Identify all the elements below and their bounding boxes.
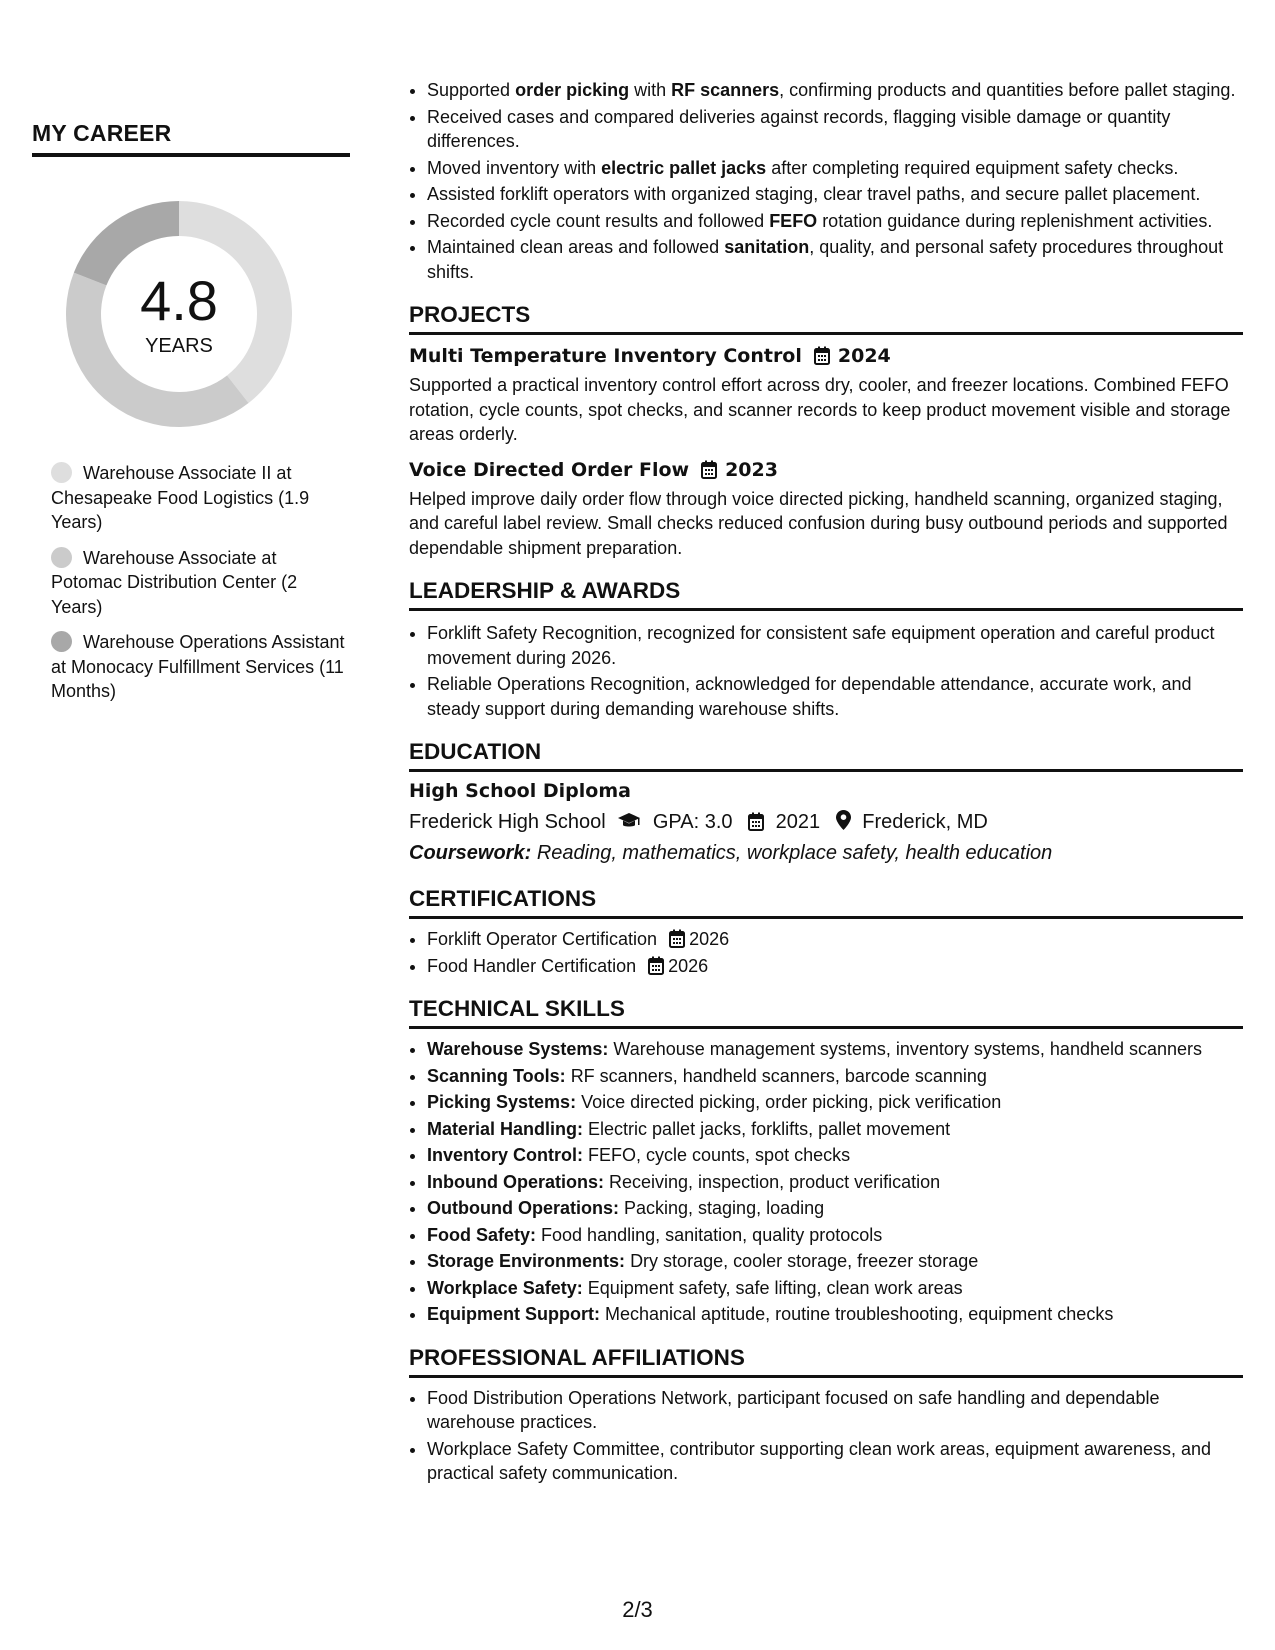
- leadership-item: • Reliable Operations Recognition, acknowledged for dependable attendance, accurate work, and steady support during demanding warehouse shifts.: [427, 672, 1243, 721]
- skill-value: Electric pallet jacks, forklifts, pallet movement: [588, 1118, 951, 1139]
- bullet-text: , quality, and personal safety procedures throughout shifts.: [427, 237, 1224, 282]
- calendar-icon: [669, 929, 685, 949]
- experience-bullet: [427, 78, 1243, 103]
- skill-label: Outbound Operations:: [427, 1198, 619, 1218]
- project-title-row: [409, 457, 1243, 483]
- experience-bullet: [427, 156, 1243, 181]
- certifications-list: [409, 927, 1243, 978]
- skill-label: Inbound Operations:: [427, 1171, 604, 1192]
- project-description: Helped improve daily order flow through voice directed picking, handheld scanning, organized staging, and careful label review. Small checks reduced confusion during busy outbound periods and supported dependable shipment preparation.: [409, 488, 1228, 558]
- skill-label: Scanning Tools:: [427, 1065, 566, 1086]
- education-coursework: [409, 838, 1243, 868]
- experience-bullet: [427, 105, 1243, 154]
- skill-label: Material Handling:: [427, 1118, 584, 1139]
- project-title: Voice Directed Order Flow: [409, 458, 690, 481]
- career-legend-item: [51, 630, 350, 704]
- experience-bullet: [427, 182, 1243, 207]
- projects-list: [409, 343, 1243, 560]
- skill-item: [427, 1276, 1243, 1301]
- skill-item: [427, 1196, 1243, 1221]
- certification-item: [427, 954, 1243, 979]
- bullet-text: Moved inventory with: [427, 157, 602, 178]
- page-number: 2/3: [622, 1597, 653, 1622]
- skill-value: Voice directed picking, order picking, pick verification: [581, 1092, 1002, 1112]
- legend-dot: [51, 462, 72, 483]
- graduation-cap-icon: [617, 811, 647, 833]
- project-title-row: [409, 343, 1243, 369]
- legend-label: Warehouse Associate at Potomac Distribution Center (2 Years): [51, 547, 298, 617]
- bullet-text: Supported: [427, 80, 516, 100]
- project-description: Supported a practical inventory control effort across dry, cooler, and freezer locations. Combined FEFO rotation, cycle counts, spot checks, and scanner records to keep product movement visible and storage areas orderly.: [409, 375, 1231, 444]
- skill-label: Food Safety:: [427, 1224, 537, 1245]
- skill-label: Workplace Safety:: [427, 1277, 583, 1298]
- project-year: 2023: [725, 458, 778, 481]
- skill-value: RF scanners, handheld scanners, barcode scanning: [570, 1065, 987, 1086]
- skill-label: Equipment Support:: [427, 1304, 600, 1324]
- affiliation-item: • Food Distribution Operations Network, participant focused on safe handling and dependable warehouse practices.: [427, 1386, 1243, 1435]
- calendar-icon: [701, 459, 717, 481]
- bold-keyword: sanitation: [724, 237, 810, 257]
- skill-value: Warehouse management systems, inventory systems, handheld scanners: [613, 1039, 1203, 1059]
- bullet-text: after completing required equipment safety checks.: [766, 157, 1179, 178]
- education-gpa: GPA: 3.0: [652, 811, 733, 833]
- bullet-text: rotation guidance during replenishment activities.: [817, 210, 1213, 231]
- bullet-text: Recorded cycle count results and followed: [427, 210, 770, 231]
- skill-label: Inventory Control:: [427, 1145, 583, 1165]
- career-total-value: 4.8: [140, 269, 218, 332]
- project-title: Multi Temperature Inventory Control: [409, 345, 802, 367]
- project-year: 2024: [837, 345, 891, 367]
- leadership-item: • Forklift Safety Recognition, recognized for consistent safe equipment operation and careful product movement during 2026.: [427, 621, 1243, 670]
- legend-dot: [51, 631, 72, 652]
- affiliation-item: • Workplace Safety Committee, contributor supporting clean work areas, equipment awareness, and practical safety communication.: [427, 1437, 1243, 1486]
- certification-year: 2026: [689, 929, 730, 949]
- career-legend-item: [51, 546, 350, 620]
- career-donut-chart: [66, 201, 292, 427]
- skill-value: Receiving, inspection, product verification: [609, 1171, 941, 1192]
- skill-item: [427, 1223, 1243, 1248]
- certification-item: [427, 927, 1243, 952]
- skill-value: Packing, staging, loading: [624, 1198, 825, 1218]
- experience-bullet: [427, 209, 1243, 234]
- skill-item: [427, 1117, 1243, 1142]
- education-school: Frederick High School: [409, 811, 606, 833]
- education-meta: [409, 808, 1243, 836]
- skill-item: [427, 1064, 1243, 1089]
- bullet-text: Received cases and compared deliveries against records, flagging visible damage or quantity differences.: [427, 106, 1171, 151]
- bullet-text: with: [629, 80, 672, 100]
- legend-dot: [51, 547, 72, 568]
- calendar-icon: [748, 811, 764, 833]
- leadership-list: [409, 621, 1243, 721]
- coursework-label: Coursework:: [409, 842, 532, 864]
- certification-name: Food Handler Certification: [427, 955, 637, 976]
- skill-value: Equipment safety, safe lifting, clean work areas: [587, 1277, 963, 1298]
- skill-value: FEFO, cycle counts, spot checks: [588, 1145, 851, 1165]
- leadership-heading: LEADERSHIP & AWARDS: [409, 578, 1243, 611]
- education-degree: High School Diploma: [409, 780, 631, 802]
- skill-item: [427, 1143, 1243, 1168]
- education-location: Frederick, MD: [862, 811, 988, 833]
- bold-keyword: order picking: [515, 80, 630, 100]
- career-legend-item: [51, 461, 350, 535]
- skill-item: [427, 1037, 1243, 1062]
- experience-bullet: [427, 235, 1243, 284]
- skill-value: Dry storage, cooler storage, freezer storage: [630, 1251, 979, 1271]
- calendar-icon: [814, 345, 830, 367]
- affiliations-heading: PROFESSIONAL AFFILIATIONS: [409, 1345, 1243, 1378]
- skill-label: Picking Systems:: [427, 1092, 577, 1112]
- bullet-text: Maintained clean areas and followed: [427, 237, 725, 257]
- skill-label: Warehouse Systems:: [427, 1039, 609, 1059]
- career-total-unit: YEARS: [145, 335, 213, 357]
- certification-name: Forklift Operator Certification: [427, 929, 658, 949]
- calendar-icon: [648, 956, 664, 976]
- bold-keyword: electric pallet jacks: [601, 157, 767, 178]
- map-pin-icon: [836, 811, 851, 833]
- affiliations-list: [409, 1386, 1243, 1486]
- main-content: [409, 78, 1243, 1488]
- skill-item: [427, 1170, 1243, 1195]
- skill-item: [427, 1302, 1243, 1327]
- education-heading: EDUCATION: [409, 739, 1243, 772]
- certifications-heading: CERTIFICATIONS: [409, 886, 1243, 919]
- bullet-text: , confirming products and quantities before pallet staging.: [779, 80, 1236, 100]
- coursework-value: Reading, mathematics, workplace safety, health education: [536, 842, 1053, 864]
- career-sidebar: [32, 120, 350, 715]
- skill-value: Mechanical aptitude, routine troubleshooting, equipment checks: [605, 1304, 1114, 1324]
- skills-list: [409, 1037, 1243, 1327]
- bold-keyword: FEFO: [769, 210, 818, 231]
- bullet-text: Assisted forklift operators with organized staging, clear travel paths, and secure pallet placement.: [427, 184, 1201, 204]
- education-year: 2021: [775, 811, 821, 833]
- projects-heading: PROJECTS: [409, 302, 1243, 335]
- skills-heading: TECHNICAL SKILLS: [409, 996, 1243, 1029]
- career-heading: MY CAREER: [32, 120, 350, 157]
- skill-item: [427, 1090, 1243, 1115]
- skill-item: [427, 1249, 1243, 1274]
- career-legend: [51, 461, 350, 704]
- legend-label: Warehouse Associate II at Chesapeake Food Logistics (1.9 Years): [51, 463, 310, 532]
- bold-keyword: RF scanners: [671, 80, 780, 100]
- skill-label: Storage Environments:: [427, 1251, 626, 1271]
- skill-value: Food handling, sanitation, quality protocols: [541, 1224, 883, 1245]
- experience-bullets: [409, 78, 1243, 284]
- legend-label: Warehouse Operations Assistant at Monocacy Fulfillment Services (11 Months): [51, 632, 345, 701]
- certification-year: 2026: [668, 955, 709, 976]
